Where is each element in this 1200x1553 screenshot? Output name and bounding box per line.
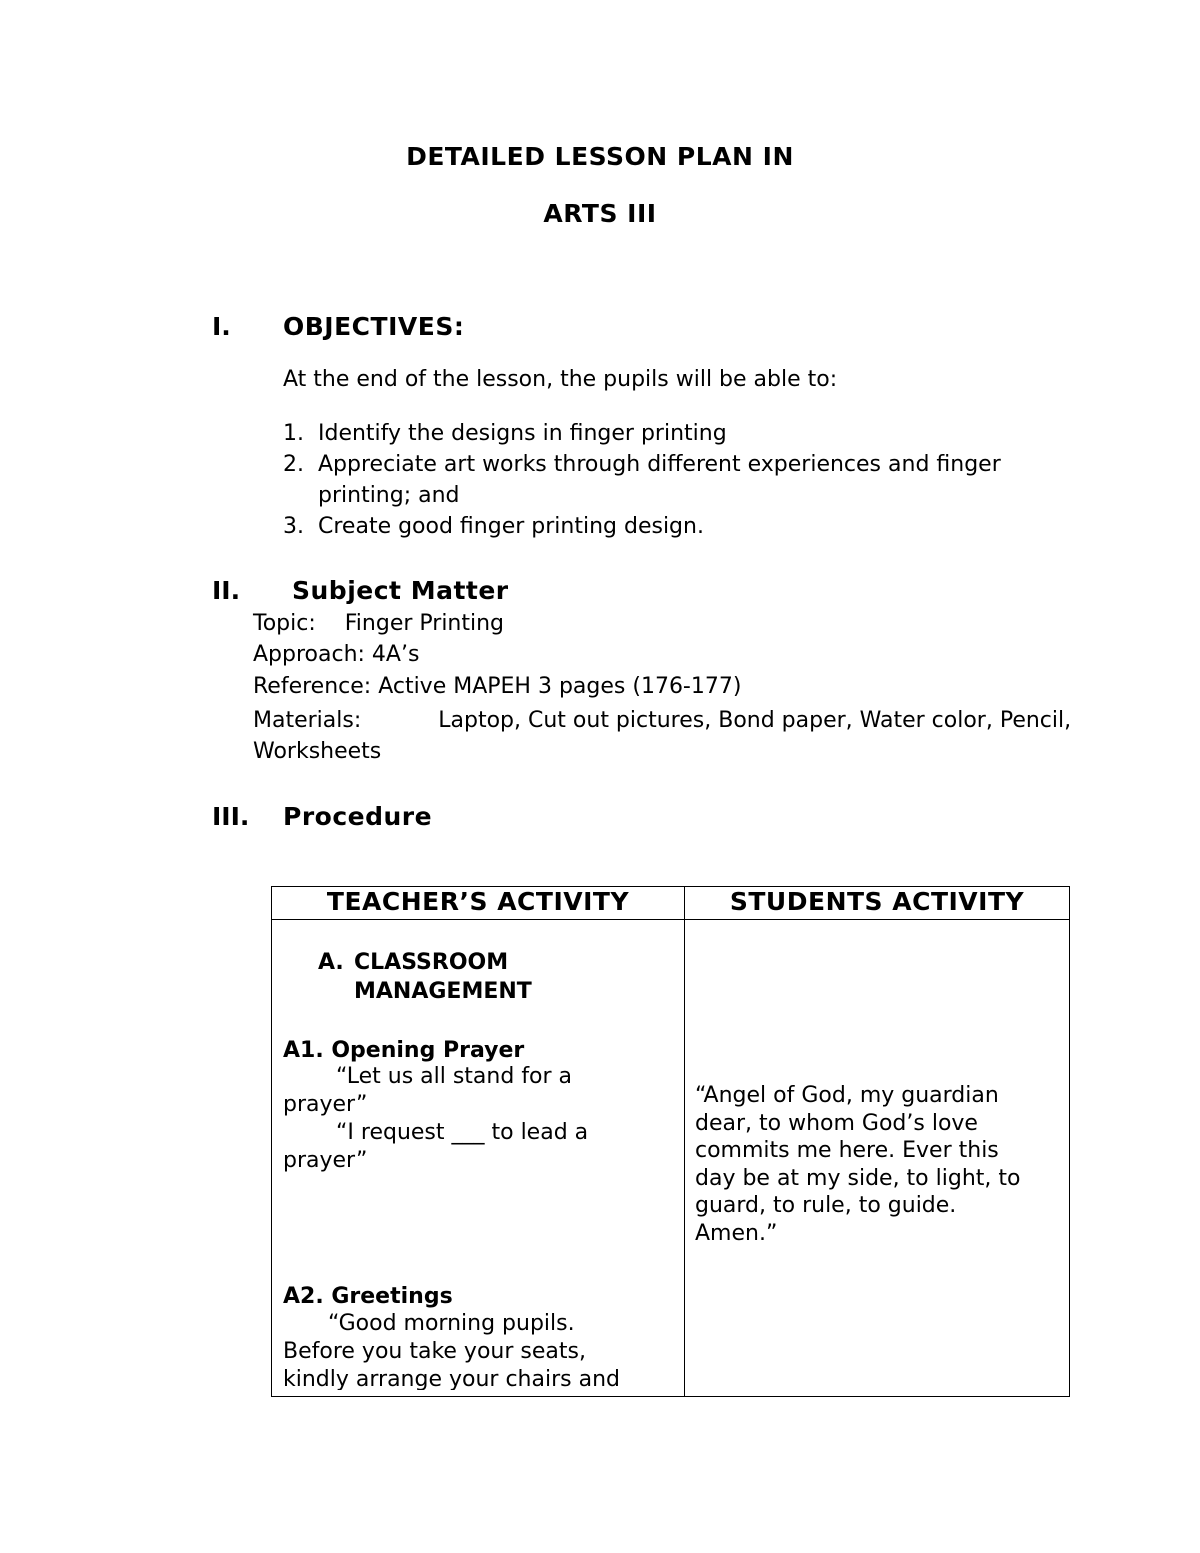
greetings-heading: A2. Greetings xyxy=(283,1284,453,1309)
objectives-numeral: I. xyxy=(212,312,231,341)
subject-matter-heading: Subject Matter xyxy=(292,576,509,605)
student-prayer-line: “Angel of God, my guardian xyxy=(695,1083,999,1108)
materials-line xyxy=(253,705,1073,767)
opening-prayer-line: prayer” xyxy=(283,1148,368,1173)
objective-text: Appreciate art works through different experiences and finger printing; and xyxy=(318,452,1001,508)
greetings-line: “Good morning pupils. xyxy=(328,1311,575,1336)
objective-number: 1. xyxy=(283,421,304,446)
greetings-line: Before you take your seats, xyxy=(283,1339,586,1364)
student-prayer-line: Amen.” xyxy=(695,1221,778,1246)
teacher-activity-header: TEACHER’S ACTIVITY xyxy=(272,887,685,920)
topic-label: Topic: xyxy=(253,611,316,636)
objective-text: Create good finger printing design. xyxy=(318,514,704,539)
objective-text: Identify the designs in finger printing xyxy=(318,421,727,446)
section-a-label: A. xyxy=(318,950,344,975)
procedure-table xyxy=(271,886,1070,1397)
topic-value: Finger Printing xyxy=(344,611,505,636)
objective-item xyxy=(283,418,1083,449)
student-prayer-line: guard, to rule, to guide. xyxy=(695,1193,957,1218)
greetings-line: kindly arrange your chairs and xyxy=(283,1367,620,1390)
table-header-row xyxy=(272,887,1070,920)
objectives-intro: At the end of the lesson, the pupils will be able to: xyxy=(283,367,838,392)
procedure-heading: Procedure xyxy=(283,802,433,831)
materials-label: Materials: xyxy=(253,708,362,733)
students-activity-header: STUDENTS ACTIVITY xyxy=(685,887,1070,920)
opening-prayer-line: prayer” xyxy=(283,1092,368,1117)
objective-number: 3. xyxy=(283,514,304,539)
opening-prayer-line: “Let us all stand for a xyxy=(336,1064,573,1089)
topic-line xyxy=(253,611,504,636)
procedure-numeral: III. xyxy=(212,802,250,831)
doc-title-line1: DETAILED LESSON PLAN IN xyxy=(406,142,794,171)
opening-prayer-heading: A1. Opening Prayer xyxy=(283,1038,525,1063)
students-activity-cell xyxy=(685,920,1070,1397)
reference-line: Reference: Active MAPEH 3 pages (176-177) xyxy=(253,674,742,699)
section-a-title-line2: MANAGEMENT xyxy=(354,979,532,1004)
objective-number: 2. xyxy=(283,452,304,477)
objective-item xyxy=(283,511,1083,542)
section-a-title-line1: CLASSROOM xyxy=(354,950,509,975)
objectives-heading: OBJECTIVES: xyxy=(283,312,465,341)
doc-title-line2: ARTS III xyxy=(543,199,657,228)
materials-value: Laptop, Cut out pictures, Bond paper, Water color, Pencil, Worksheets xyxy=(253,708,1072,764)
student-prayer-line: day be at my side, to light, to xyxy=(695,1166,1021,1191)
objectives-list xyxy=(283,418,1083,542)
approach-line: Approach: 4A’s xyxy=(253,642,420,667)
student-prayer-line: dear, to whom God’s love xyxy=(695,1111,978,1136)
objective-item xyxy=(283,449,1058,511)
table-row xyxy=(272,920,1070,1397)
opening-prayer-line: “I request ___ to lead a xyxy=(336,1120,589,1145)
subject-matter-numeral: II. xyxy=(212,576,241,605)
student-prayer-line: commits me here. Ever this xyxy=(695,1138,999,1163)
teacher-activity-cell xyxy=(272,920,685,1397)
